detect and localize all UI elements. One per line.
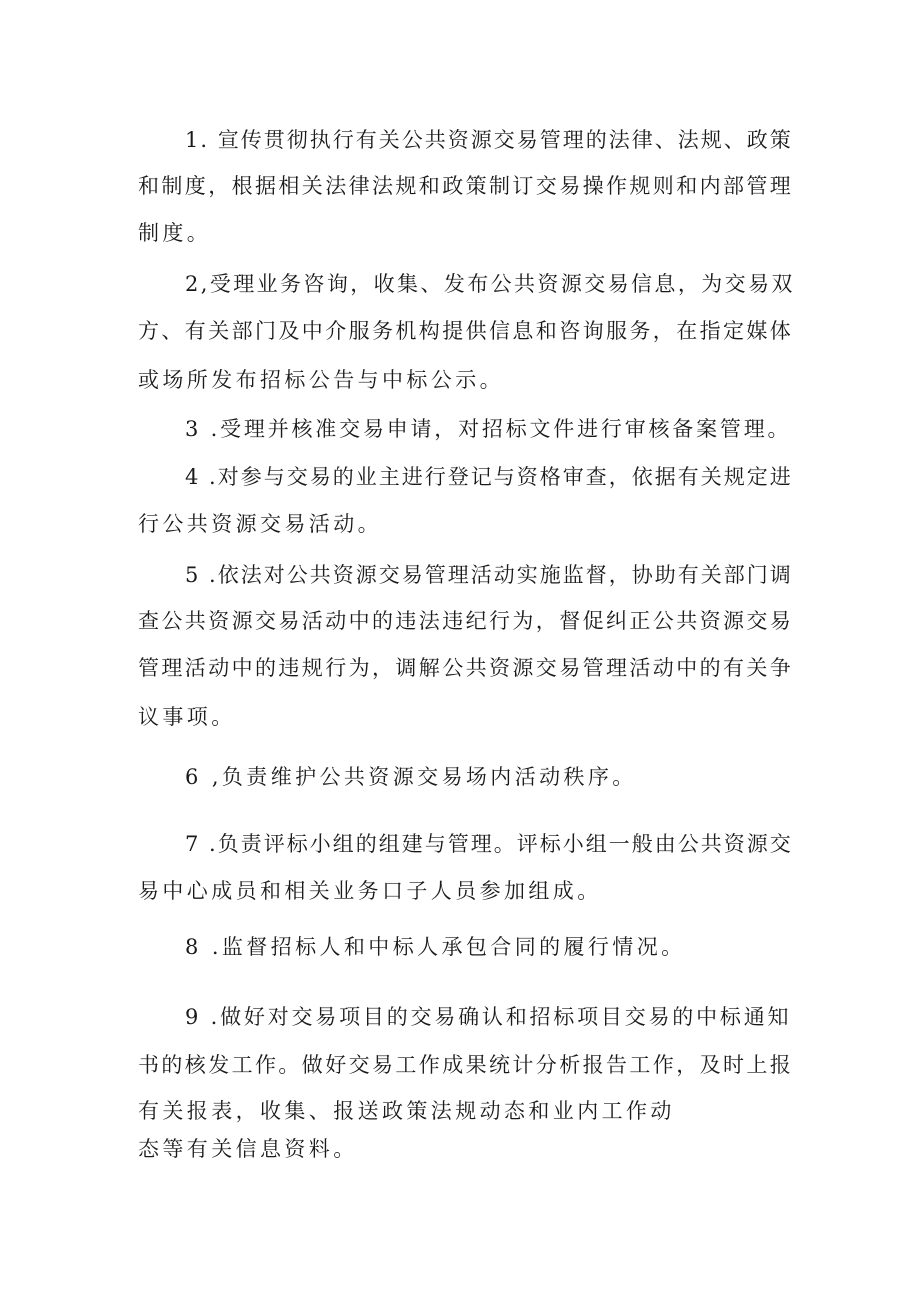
item-7-line-1: 7 .负责评标小组的组建与管理。评标小组一般由公共资源交 [185,832,793,856]
item-2-line-3: 或场所发布招标公告与中标公示。 [138,368,504,392]
item-3-line-1: 3 .受理并核准交易申请，对招标文件进行审核备案管理。 [185,417,792,441]
item-8-line-1: 8 .监督招标人和中标人承包合同的履行情况。 [185,935,686,959]
item-5-line-4: 议事项。 [138,705,236,729]
item-4-line-1: 4 .对参与交易的业主进行登记与资格审查，依据有关规定进 [185,465,793,489]
item-5-line-2: 查公共资源交易活动中的违法违纪行为，督促纠正公共资源交易 [138,609,794,633]
item-7-line-2: 易中心成员和相关业务口子人员参加组成。 [138,879,602,903]
item-1-line-2: 和制度，根据相关法律法规和政策制订交易操作规则和内部管理 [138,174,794,198]
item-5-line-3: 管理活动中的违规行为，调解公共资源交易管理活动中的有关争 [138,656,794,680]
item-6-line-1: 6 ,负责维护公共资源交易场内活动秩序。 [185,765,637,789]
item-4-line-2: 行公共资源交易活动。 [138,512,382,536]
item-2-line-2: 方、有关部门及中介服务机构提供信息和咨询服务，在指定媒体 [138,319,794,343]
item-2-line-1: 2,受理业务咨询，收集、发布公共资源交易信息，为交易双 [185,272,795,296]
item-9-line-1: 9 .做好对交易项目的交易确认和招标项目交易的中标通知 [185,1005,792,1029]
item-9-line-2: 书的核发工作。做好交易工作成果统计分析报告工作，及时上报 [138,1053,794,1077]
item-9-line-3: 有关报表，收集、报送政策法规动态和业内工作动 [138,1099,675,1123]
item-1-line-3: 制度。 [138,221,212,245]
item-1-line-1: 1. 宣传贯彻执行有关公共资源交易管理的法律、法规、政策 [185,128,793,152]
item-5-line-1: 5 .依法对公共资源交易管理活动实施监督，协助有关部门调 [185,563,793,587]
item-9-line-4: 态等有关信息资料。 [138,1137,358,1161]
